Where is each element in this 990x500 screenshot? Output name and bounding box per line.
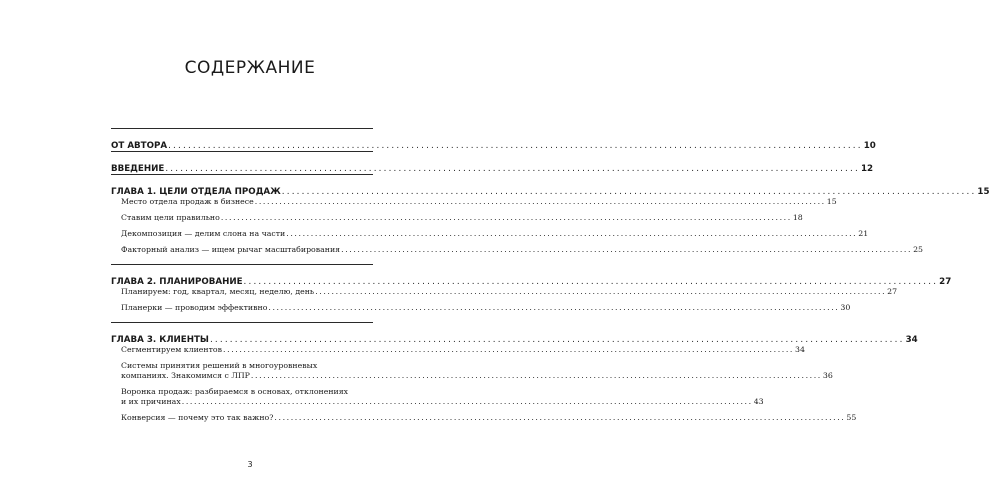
toc-entry-intro[interactable] — [111, 152, 874, 174]
entry-page: 21 — [858, 229, 869, 238]
chapter-1-subsections — [121, 197, 924, 264]
toc-subentry[interactable] — [121, 245, 924, 255]
entry-page: 15 — [977, 187, 990, 197]
toc-subentry[interactable] — [121, 387, 764, 407]
toc-entry-chapter-2[interactable] — [111, 265, 952, 287]
entry-title: ГЛАВА 2. ПЛАНИРОВАНИЕ — [111, 277, 243, 287]
dot-leader: ............................................................................................................................................ — [315, 287, 887, 296]
entry-page: 27 — [939, 277, 952, 287]
dot-leader: ............................................................................................................................................ — [250, 371, 822, 380]
dot-leader: ............................................................................................................................................ — [281, 187, 977, 197]
entry-title: ВВЕДЕНИЕ — [111, 164, 165, 174]
entry-page: 27 — [887, 287, 898, 296]
entry-title: Конверсия — почему это так важно? — [121, 413, 274, 422]
page-number: 3 — [247, 460, 253, 469]
entry-title-line: Воронка продаж: разбираемся в основах, отклонениях — [121, 387, 349, 396]
chapter-3-subsections — [121, 345, 857, 423]
entry-title: ОТ АВТОРА — [111, 141, 168, 151]
chapter-2-subsections — [121, 287, 898, 322]
dot-leader: ............................................................................................................................................ — [341, 245, 913, 254]
entry-title: ГЛАВА 1. ЦЕЛИ ОТДЕЛА ПРОДАЖ — [111, 187, 281, 197]
entry-title-line: Системы принятия решений в многоуровневых — [121, 361, 318, 370]
page-title: СОДЕРЖАНИЕ — [184, 58, 316, 78]
dot-leader: ............................................................................................................................................ — [268, 303, 840, 312]
toc-subentry[interactable] — [121, 361, 833, 381]
entry-page: 18 — [792, 213, 803, 222]
dot-leader: ............................................................................................................................................ — [168, 141, 863, 151]
entry-title: ГЛАВА 3. КЛИЕНТЫ — [111, 335, 209, 345]
dot-leader: ............................................................................................................................................ — [181, 397, 753, 406]
entry-page: 12 — [860, 164, 874, 174]
entry-title: Декомпозиция — делим слона на части — [121, 229, 286, 238]
entry-title: Планерки — проводим эффективно — [121, 303, 268, 312]
entry-page: 10 — [863, 141, 876, 151]
dot-leader: ............................................................................................................................................ — [286, 229, 858, 238]
entry-title: Ставим цели правильно — [121, 213, 220, 222]
toc-entry-author[interactable] — [111, 129, 876, 151]
entry-title-line: компаниях. Знакомимся с ЛПР — [121, 371, 250, 380]
dot-leader: ............................................................................................................................................ — [274, 413, 846, 422]
toc-entry-chapter-3[interactable] — [111, 323, 918, 345]
entry-page: 36 — [822, 371, 833, 380]
entry-title-line: и их причинах — [121, 397, 181, 406]
dot-leader: ............................................................................................................................................ — [243, 277, 939, 287]
entry-page: 30 — [840, 303, 851, 312]
entry-title: Факторный анализ — ищем рычаг масштабирования — [121, 245, 341, 254]
entry-page: 15 — [826, 197, 837, 206]
toc-subentry[interactable] — [121, 287, 898, 297]
dot-leader: ............................................................................................................................................ — [209, 335, 905, 345]
dot-leader: ............................................................................................................................................ — [220, 213, 792, 222]
toc-entry-chapter-1[interactable] — [111, 175, 990, 197]
dot-leader: ............................................................................................................................................ — [165, 164, 860, 174]
entry-page: 55 — [846, 413, 857, 422]
dot-leader: ............................................................................................................................................ — [223, 345, 795, 354]
dot-leader: ............................................................................................................................................ — [254, 197, 826, 206]
entry-title: Планируем: год, квартал, месяц, неделю, день — [121, 287, 315, 296]
toc-subentry[interactable] — [121, 197, 837, 207]
toc-subentry[interactable] — [121, 413, 857, 423]
entry-page: 34 — [905, 335, 918, 345]
entry-page: 25 — [913, 245, 924, 254]
entry-title: Сегментируем клиентов — [121, 345, 223, 354]
entry-page: 43 — [753, 397, 764, 406]
entry-page: 34 — [795, 345, 805, 354]
toc-subentry[interactable] — [121, 213, 803, 223]
entry-title: Место отдела продаж в бизнесе — [121, 197, 254, 206]
table-of-contents — [111, 128, 990, 423]
toc-subentry[interactable] — [121, 229, 869, 239]
toc-subentry[interactable] — [121, 345, 805, 355]
toc-subentry[interactable] — [121, 303, 851, 313]
